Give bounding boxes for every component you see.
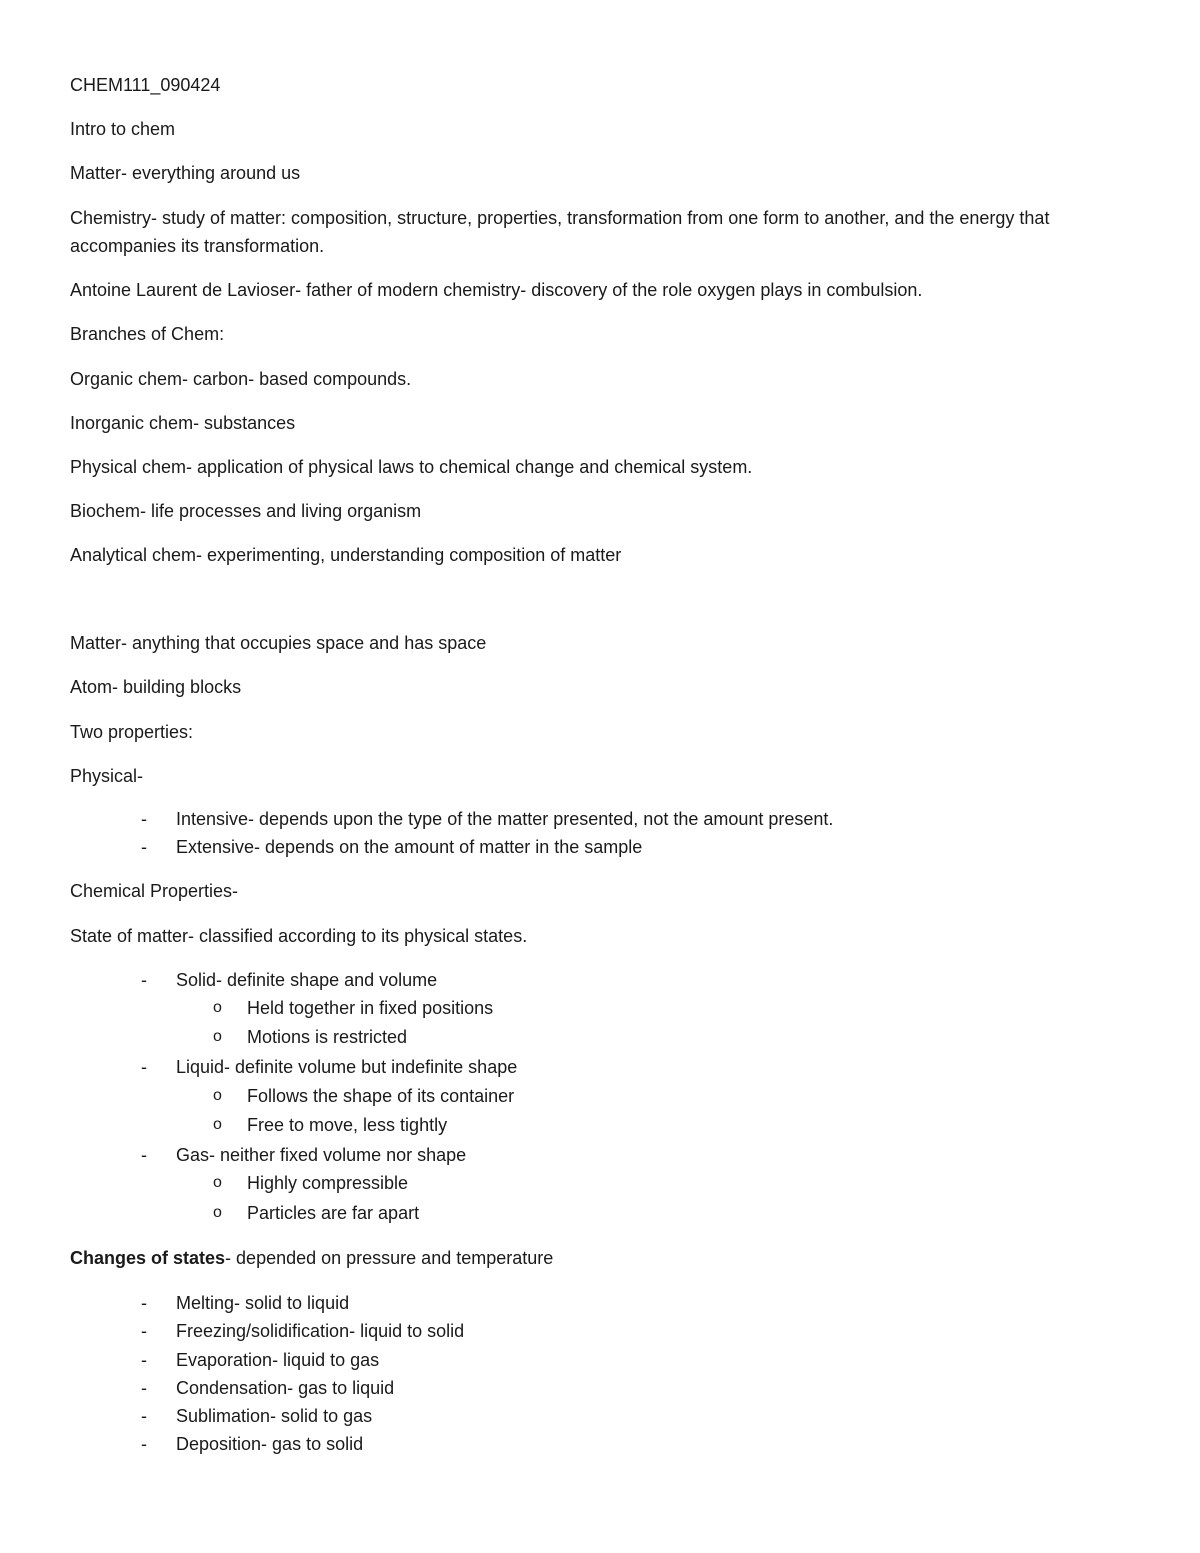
branch-physical: Physical chem- application of physical laws to chemical change and chemical system. bbox=[70, 457, 753, 477]
bullet-circle: o bbox=[213, 1204, 222, 1221]
physical-heading: Physical- bbox=[70, 766, 144, 786]
branch-inorganic: Inorganic chem- substances bbox=[70, 413, 296, 433]
change-freezing: Freezing/solidification- liquid to solid bbox=[176, 1321, 465, 1341]
bullet-circle: o bbox=[213, 1087, 222, 1104]
paragraph-matter: Matter- everything around us bbox=[70, 163, 301, 183]
changes-of-states-description: - depended on pressure and temperature bbox=[225, 1248, 554, 1268]
physical-item-extensive: Extensive- depends on the amount of matter in the sample bbox=[176, 837, 643, 857]
change-melting: Melting- solid to liquid bbox=[176, 1293, 350, 1313]
bullet-circle: o bbox=[213, 1116, 222, 1133]
bullet-circle: o bbox=[213, 1028, 222, 1045]
physical-item-intensive: Intensive- depends upon the type of the matter presented, not the amount present. bbox=[176, 809, 834, 829]
state-liquid-sub: Free to move, less tightly bbox=[247, 1115, 448, 1135]
change-deposition: Deposition- gas to solid bbox=[176, 1434, 364, 1454]
branch-biochem: Biochem- life processes and living organism bbox=[70, 501, 422, 521]
bullet-dash: - bbox=[141, 1145, 147, 1165]
state-liquid: Liquid- definite volume but indefinite shape bbox=[176, 1057, 518, 1077]
document-subtitle: Intro to chem bbox=[70, 119, 176, 139]
state-solid-sub: Held together in fixed positions bbox=[247, 998, 494, 1018]
bullet-dash: - bbox=[141, 1293, 147, 1313]
document-title: CHEM111_090424 bbox=[70, 75, 221, 95]
change-condensation: Condensation- gas to liquid bbox=[176, 1378, 395, 1398]
bullet-dash: - bbox=[141, 1350, 147, 1370]
state-of-matter-heading: State of matter- classified according to its physical states. bbox=[70, 926, 528, 946]
state-solid-sub: Motions is restricted bbox=[247, 1027, 408, 1047]
paragraph-chemistry: Chemistry- study of matter: composition, structure, properties, transformation from one form to another, and the energy that accompanies its transformation. bbox=[70, 208, 1050, 256]
state-gas-sub: Particles are far apart bbox=[247, 1203, 420, 1223]
branch-organic: Organic chem- carbon- based compounds. bbox=[70, 369, 412, 389]
bullet-dash: - bbox=[141, 809, 147, 829]
branch-analytical: Analytical chem- experimenting, understanding composition of matter bbox=[70, 545, 622, 565]
bullet-circle: o bbox=[213, 1174, 222, 1191]
state-gas: Gas- neither fixed volume nor shape bbox=[176, 1145, 467, 1165]
bullet-circle: o bbox=[213, 999, 222, 1016]
bullet-dash: - bbox=[141, 1434, 147, 1454]
two-properties-heading: Two properties: bbox=[70, 722, 194, 742]
chemical-properties-heading: Chemical Properties- bbox=[70, 881, 239, 901]
state-liquid-sub: Follows the shape of its container bbox=[247, 1086, 515, 1106]
bullet-dash: - bbox=[141, 970, 147, 990]
changes-of-states-line bbox=[70, 1244, 553, 1272]
bullet-dash: - bbox=[141, 1057, 147, 1077]
bullet-dash: - bbox=[141, 1406, 147, 1426]
bullet-dash: - bbox=[141, 1321, 147, 1341]
changes-of-states-heading: Changes of states bbox=[70, 1248, 226, 1268]
bullet-dash: - bbox=[141, 1378, 147, 1398]
bullet-dash: - bbox=[141, 837, 147, 857]
paragraph-atom: Atom- building blocks bbox=[70, 677, 242, 697]
paragraph-lavoisier: Antoine Laurent de Lavioser- father of modern chemistry- discovery of the role oxygen plays in combulsion. bbox=[70, 280, 923, 300]
state-gas-sub: Highly compressible bbox=[247, 1173, 409, 1193]
branches-heading: Branches of Chem: bbox=[70, 324, 225, 344]
change-sublimation: Sublimation- solid to gas bbox=[176, 1406, 373, 1426]
paragraph-matter-definition: Matter- anything that occupies space and has space bbox=[70, 633, 487, 653]
change-evaporation: Evaporation- liquid to gas bbox=[176, 1350, 380, 1370]
state-solid: Solid- definite shape and volume bbox=[176, 970, 438, 990]
